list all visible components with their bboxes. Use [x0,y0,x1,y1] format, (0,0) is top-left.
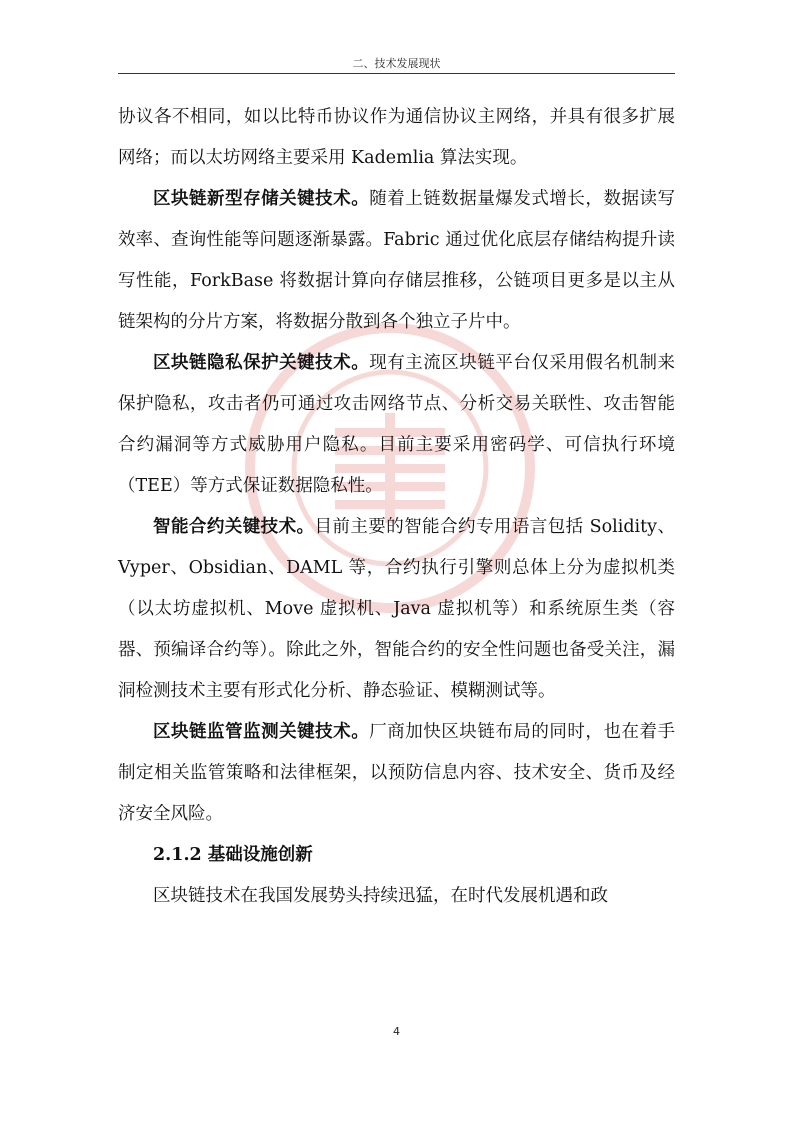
paragraph-privacy: 区块链隐私保护关键技术。现有主流区块链平台仅采用假名机制来保护隐私，攻击者仍可通过攻击网络节点、分析交易关联性、攻击智能合约漏洞等方式威胁用户隐私。目前主要采用密码学、可信执行环境（TEE）等方式保证数据隐私性。 [118,353,676,496]
paragraph-infrastructure: 区块链技术在我国发展势头持续迅猛，在时代发展机遇和政 [153,886,608,906]
document-body [118,97,675,917]
header-rule [118,73,675,74]
paragraph-storage: 区块链新型存储关键技术。随着上链数据量爆发式增长，数据读写效率、查询性能等问题逐渐暴露。Fabric 通过优化底层存储结构提升读写性能，ForkBase 将数据计算向存储层推移，公链项目更多是以主从链架构的分片方案，将数据分散到各个独立子片中。 [118,189,676,332]
paragraph-network: 协议各不相同，如以比特币协议作为通信协议主网络，并具有很多扩展网络；而以太坊网络主要采用 Kademlia 算法实现。 [118,107,675,168]
page-header: 二、技术发展现状 [352,57,441,70]
paragraph-smart-contract: 智能合约关键技术。目前主要的智能合约专用语言包括 Solidity、Vyper、Obsidian、DAML 等，合约执行引擎则总体上分为虚拟机类（以太坊虚拟机、Move 虚拟机、Java 虚拟机等）和系统原生类（容器、预编译合约等）。除此之外，智能合约的安全性问题也备受关注，漏洞检测技术主要有形式化分析、静态验证、模糊测试等。 [118,517,676,701]
paragraph-regulation: 区块链监管监测关键技术。厂商加快区块链布局的同时，也在着手制定相关监管策略和法律框架，以预防信息内容、技术安全、货币及经济安全风险。 [118,722,676,824]
page-number: 4 [393,1025,400,1038]
section-heading: 2.1.2 基础设施创新 [153,845,313,865]
